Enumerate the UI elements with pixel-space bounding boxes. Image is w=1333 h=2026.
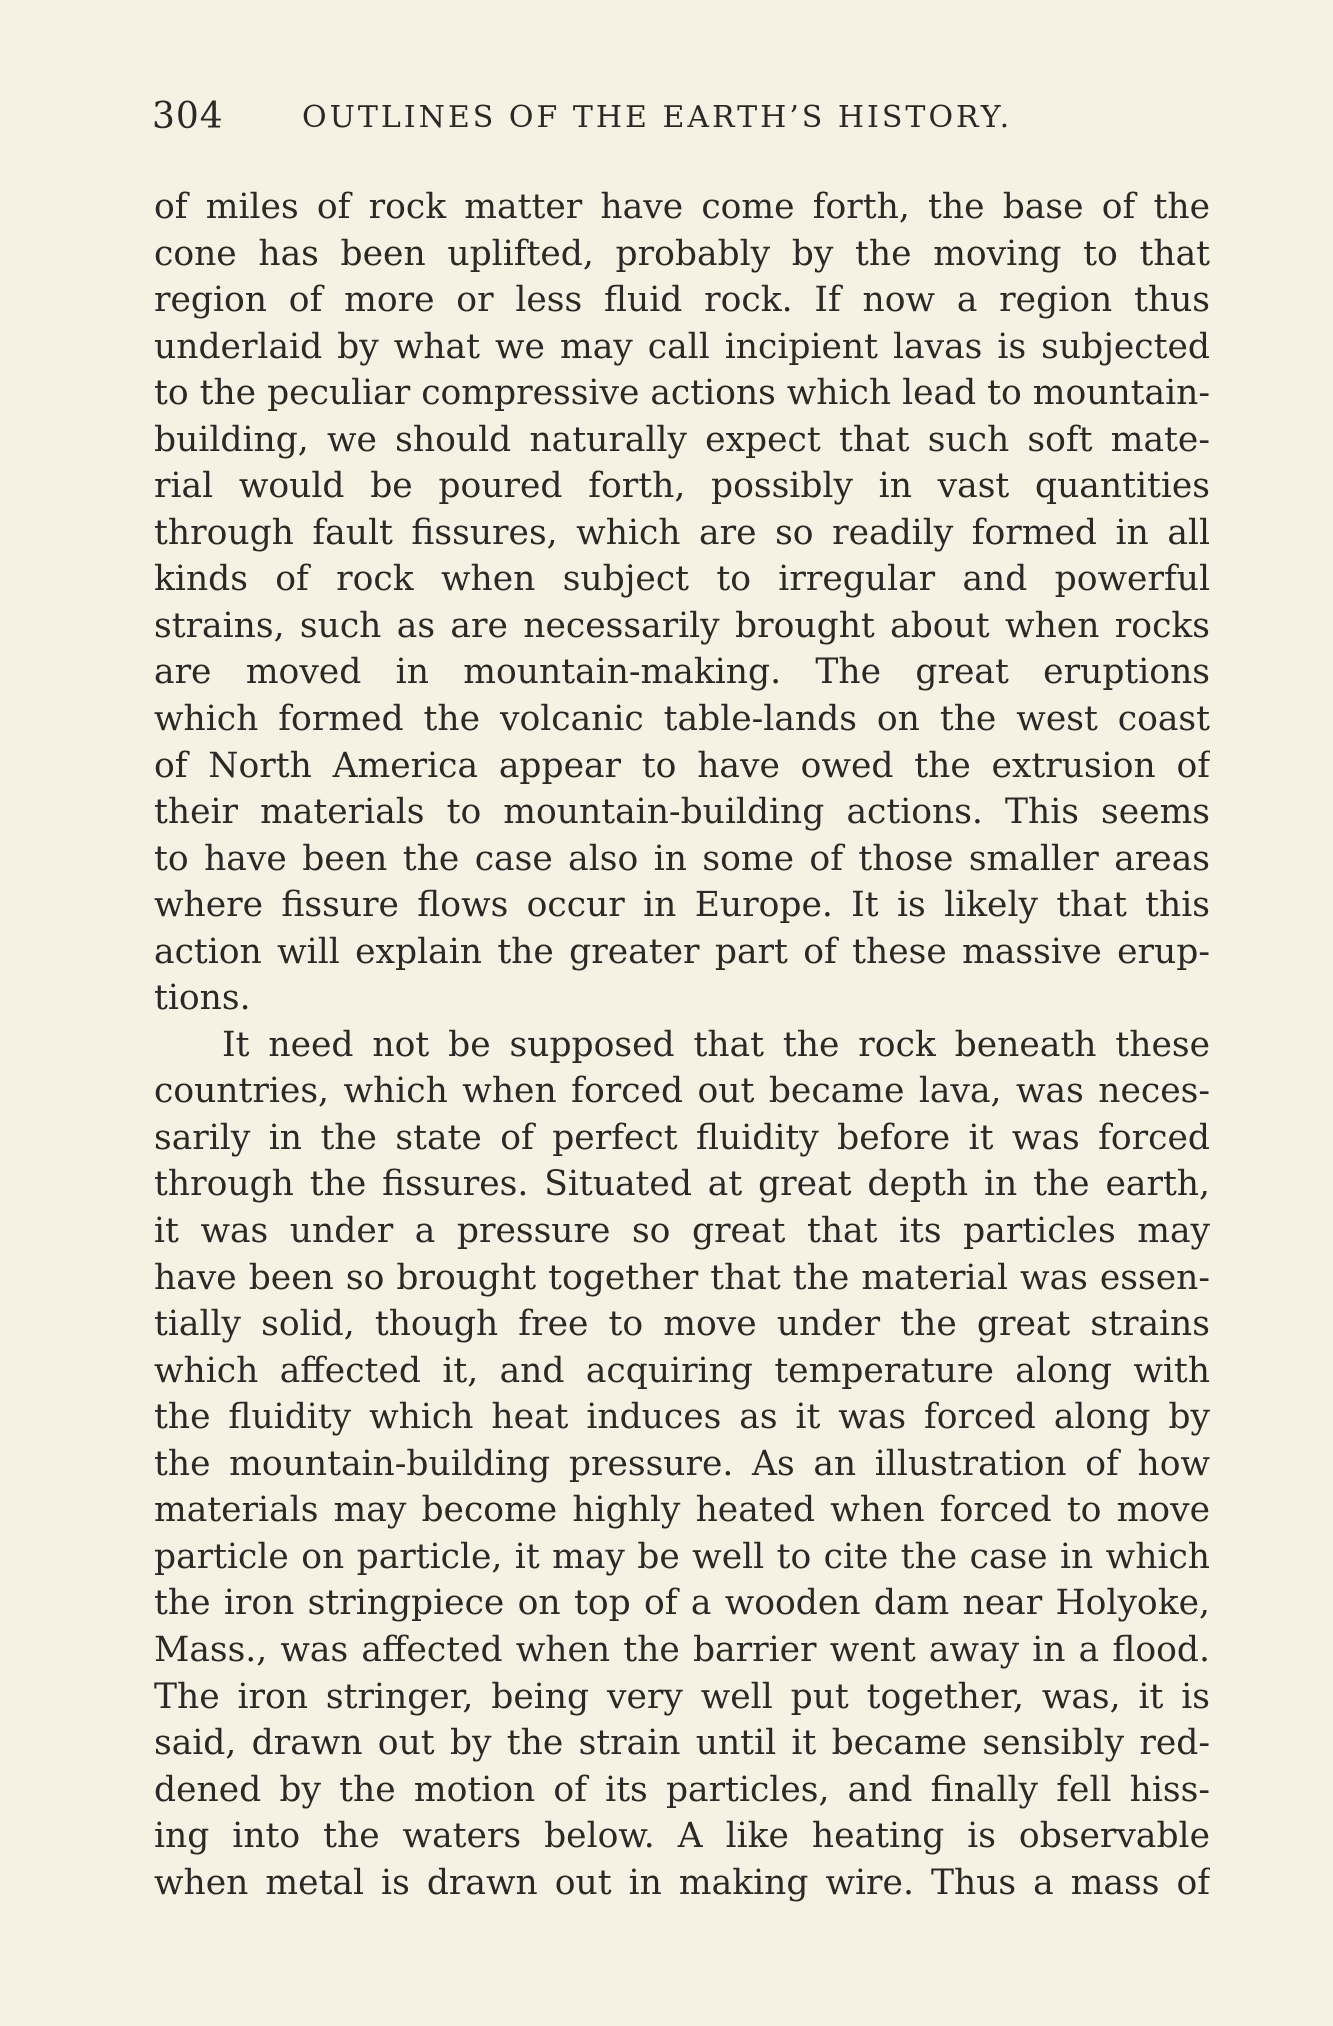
text-line: building, we should naturally expect that such soft mate- xyxy=(154,419,1210,460)
text-line: through the fissures. Situated at great depth in the earth, xyxy=(154,1164,1210,1205)
text-line: cone has been uplifted, probably by the moving to that xyxy=(154,233,1210,274)
text-line: It need not be supposed that the rock beneath these xyxy=(222,1024,1210,1065)
text-line: which formed the volcanic table-lands on the west coast xyxy=(154,699,1210,740)
text-line: have been so brought together that the material was essen- xyxy=(154,1257,1210,1298)
text-line: sarily in the state of perfect fluidity before it was forced xyxy=(154,1117,1210,1158)
text-line: said, drawn out by the strain until it became sensibly red- xyxy=(154,1723,1210,1764)
text-line: countries, which when forced out became lava, was neces- xyxy=(154,1071,1210,1112)
text-line: their materials to mountain-building actions. This seems xyxy=(154,792,1210,833)
paragraph-1 xyxy=(154,184,1210,1022)
page-number: 304 xyxy=(152,96,224,137)
text-line: ing into the waters below. A like heating is observable xyxy=(154,1816,1210,1857)
text-line: to the peculiar compressive actions which lead to mountain- xyxy=(154,373,1210,414)
text-line: strains, such as are necessarily brought about when rocks xyxy=(154,605,1210,646)
running-head xyxy=(152,96,1212,146)
text-line: when metal is drawn out in making wire. Thus a mass of xyxy=(154,1862,1210,1903)
text-line: particle on particle, it may be well to cite the case in which xyxy=(154,1536,1210,1577)
text-line: to have been the case also in some of those smaller areas xyxy=(154,838,1210,879)
text-line: of miles of rock matter have come forth, the base of the xyxy=(154,187,1210,227)
text-line: it was under a pressure so great that its particles may xyxy=(154,1211,1210,1252)
text-line: dened by the motion of its particles, and finally fell hiss- xyxy=(154,1769,1210,1810)
text-line: rial would be poured forth, possibly in vast quantities xyxy=(154,466,1210,507)
text-line: The iron stringer, being very well put together, was, it is xyxy=(154,1676,1210,1717)
text-line: where fissure flows occur in Europe. It is likely that this xyxy=(154,885,1210,926)
text-line: kinds of rock when subject to irregular and powerful xyxy=(154,559,1210,600)
text-line: tially solid, though free to move under the great strains xyxy=(154,1304,1210,1345)
text-line: Mass., was affected when the barrier went away in a flood. xyxy=(154,1629,1210,1670)
text-line: of North America appear to have owed the extrusion of xyxy=(154,745,1210,786)
text-line: the mountain-building pressure. As an illustration of how xyxy=(154,1443,1210,1484)
text-line: are moved in mountain-making. The great eruptions xyxy=(154,652,1210,693)
text-line: which affected it, and acquiring temperature along with xyxy=(154,1350,1210,1391)
text-line: action will explain the greater part of these massive erup- xyxy=(154,931,1210,972)
text-line: the fluidity which heat induces as it was forced along by xyxy=(154,1397,1210,1438)
paragraph-2 xyxy=(154,1022,1210,1906)
text-line: materials may become highly heated when forced to move xyxy=(154,1490,1210,1531)
text-line: through fault fissures, which are so readily formed in all xyxy=(154,512,1210,553)
text-line: region of more or less fluid rock. If now a region thus xyxy=(154,280,1210,321)
text-line: tions. xyxy=(154,978,251,1019)
body-text xyxy=(154,184,1210,1906)
text-line: underlaid by what we may call incipient lavas is subjected xyxy=(154,326,1210,367)
text-line: the iron stringpiece on top of a wooden dam near Holyoke, xyxy=(154,1583,1210,1624)
running-title: OUTLINES OF THE EARTH’S HISTORY. xyxy=(302,100,1013,135)
